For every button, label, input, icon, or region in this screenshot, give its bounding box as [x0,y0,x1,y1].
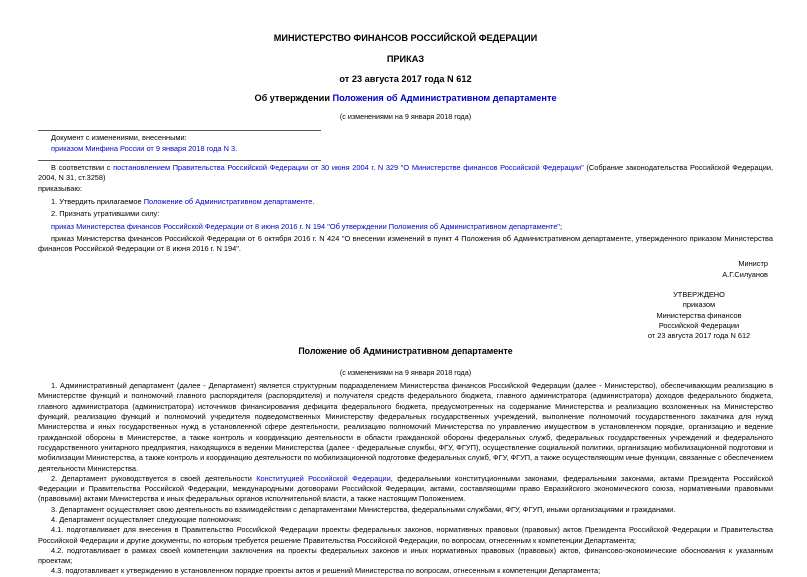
regulation-p3: 3. Департамент осуществляет свою деятельность во взаимодействии с департаментами Министерства, федеральными службами, ФГУ, ФГУП, иными организациями и гражданами. [51,504,676,514]
item-1-end: . [312,196,315,206]
regulation-link[interactable]: Положение об Административном департаменте [143,196,313,206]
order-heading: ПРИКАЗ [386,54,425,65]
regulation-p4-3: 4.3. подготавливает к утверждению в установленном порядке проекты актов и решений Министерства по вопросам, отнесенным к компетенции Департамента; [51,566,601,576]
preamble [38,163,773,184]
approval-l1: УТВЕРЖДЕНО [673,290,725,300]
changes-note: (с изменениями на 9 января 2018 года) [339,112,472,122]
item-2-link-line [38,222,773,232]
constitution-link[interactable]: Конституцией Российской Федерации [256,473,391,483]
approval-l4: Российской Федерации [658,320,740,330]
regulation-p2-end: , федеральными конституционными законами, федеральными законами, актами Президента Российской Федерации и Правительства Российской Федерации, международными договорами Российской Федерации, актами, составляющими право Евразийского экономического союза, нормативными правовыми (правовыми) актами Министерства и иных федеральных органов исполнительной власти, а также настоящим Положением. [38,473,773,504]
item-2-rest: приказ Министерства финансов Российской Федерации от 6 октября 2016 г. N 424 "О внесении изменений в пункт 4 Положения об Административном департаменте, утвержденного приказом Министерства финансов Российской Федерации от 8 июня 2016 г. N 194". [38,233,773,254]
approval-l2: приказом [682,300,716,310]
regulation-p2-start: 2. Департамент руководствуется в своей деятельности [51,473,257,483]
divider-bottom [38,160,321,161]
order-title [38,93,773,103]
regulation-p4-1: 4.1. подготавливает для внесения в Правительство Российской Федерации проекты федеральных законов, нормативных правовых (правовых) актов Президента Российской Федерации и Правительства Российской Федерации и другие документы, по которым требуется решение Правительства Российской Федерации, по вопросам, отнесенным к компетенции Департамента; [38,525,773,545]
approval-block [629,290,769,341]
order-verb: приказываю: [38,183,82,193]
signature-position: Министр [738,259,768,269]
regulation-title-link[interactable]: Положения об Административном департаменте [332,92,557,103]
approval-l5: от 23 августа 2017 года N 612 [647,331,751,341]
regulation-p1: 1. Административный департамент (далее - Департамент) является структурным подразделением Министерства финансов Российской Федерации (далее - Министерство), обеспечивающим реализацию в Министерстве функций и полномочий главного распорядителя (распорядителя) и получателя средств федерального бюджета, главного администратора (администратора) доходов федерального бюджета, главного администратора (администратора) источников финансирования дефицита федерального бюджета, предусмотренных на содержание Министерства и реализацию возложенных на Министерство функций, реализацию функций и полномочий учредителя подведомственных Министерству федеральных государственных учреждений, выполнение полномочий государственного заказчика для нужд Министерства и иных государственных нужд в установленной сфере деятельности, реализацию полномочий Министерства по управлению имуществом в установленном порядке, организацию и ведение гражданской обороны в Министерстве, а также контроль и координацию деятельности в области гражданской обороны федеральных служб, федеральных государственных учреждений и федерального государственного унитарного предприятия, находящихся в ведении Министерства (далее - федеральные службы, ФГУ, ФГУП), осуществление социальной политики, организацию мобилизационной подготовки и мобилизации Министерства, а также контроль и координацию деятельности по мобилизационной подготовке федеральных служб, ФГУ, ФГУП, а также осуществляющим иные функции, связанные с обеспечением деятельности Министерства. [38,381,773,473]
order-194-link[interactable]: приказ Министерства финансов Российской Федерации от 8 июня 2016 г. N 194 "Об утверждении Положения об Административном департаменте" [51,221,560,231]
regulation-p4: 4. Департамент осуществляет следующие полномочия: [51,514,242,524]
order-title-prefix: Об утверждении [254,92,333,103]
item-2-link-end: ; [559,221,562,231]
divider-top [38,130,321,131]
preamble-text-start: В соответствии с [51,163,114,173]
approval-l3: Министерства финансов [656,310,742,320]
ministry-heading: МИНИСТЕРСТВО ФИНАНСОВ РОССИЙСКОЙ ФЕДЕРАЦИИ [273,33,538,43]
item-1 [38,197,773,207]
document [38,0,773,577]
order-date-number: от 23 августа 2017 года N 612 [339,73,472,84]
regulation-p4-2: 4.2. подготавливает в рамках своей компетенции заключения на проекты федеральных законов и иных нормативных правовых (правовых) актов, финансово-экономические обоснования к указанным проектам; [38,545,773,566]
regulation-title: Положение об Административном департаменте [298,345,513,356]
item-2: 2. Признать утратившими силу: [51,209,160,219]
resolution-link[interactable]: постановлением Правительства Российской Федерации от 30 июня 2004 г. N 329 "О Министерстве финансов Российской Федерации" [113,163,584,173]
amendments-label: Документ с изменениями, внесенными: [51,133,187,143]
preamble-text-end: (Собрание законодательства Российской Федерации, 2004, N 31, ст.3258) [38,163,774,183]
regulation-p2 [38,474,773,505]
regulation-changes-note: (с изменениями на 9 января 2018 года) [339,367,472,377]
signature-name: А.Г.Силуанов [722,269,768,279]
amendment-link[interactable]: приказом Минфина России от 9 января 2018 года N 3. [51,143,238,153]
item-1-text: 1. Утвердить прилагаемое [51,196,144,206]
